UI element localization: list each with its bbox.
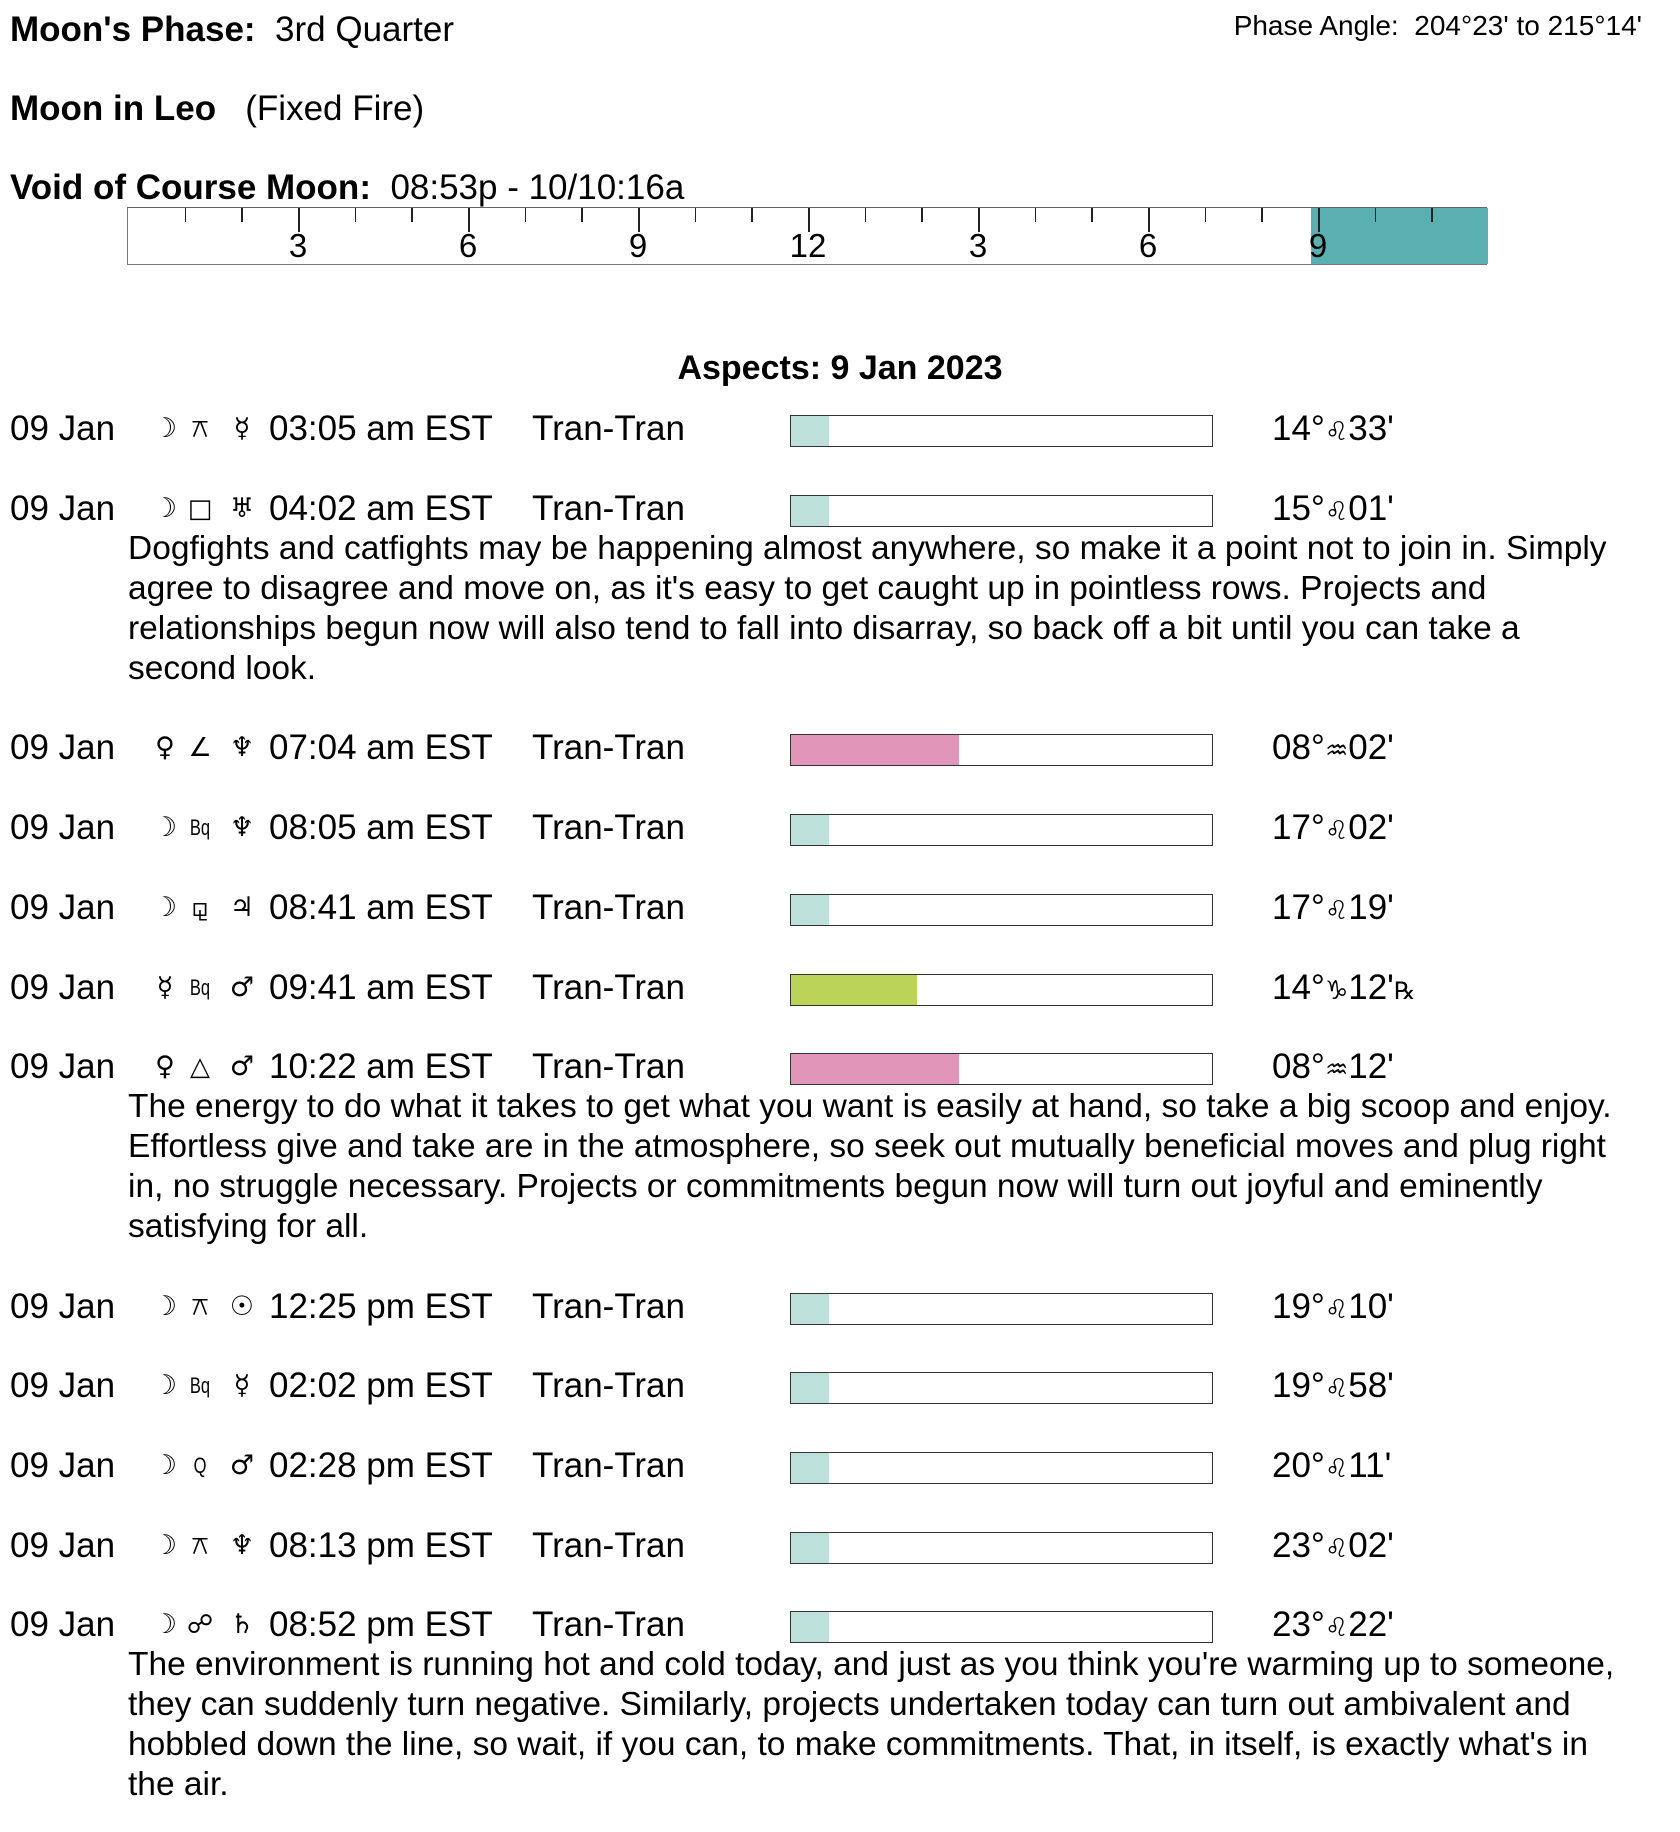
- moon-phase-label: Moon's Phase:: [10, 10, 256, 49]
- aspect-kind: Tran-Tran: [532, 1047, 685, 1086]
- moon-glyph-icon: ☽: [152, 812, 178, 843]
- venus-glyph-icon: ♀: [155, 732, 175, 763]
- phase-angle-value: 204°23' to 215°14': [1414, 10, 1642, 41]
- quincunx-aspect-icon: ⚻: [191, 414, 209, 444]
- mars-glyph-icon: ♂: [229, 1450, 255, 1481]
- timeline-tick: [1035, 208, 1037, 222]
- position-degree: 19°: [1272, 1287, 1325, 1326]
- aspect-date: 09 Jan: [10, 808, 116, 847]
- mercury-glyph-icon: ☿: [233, 1370, 251, 1401]
- aspect-kind: Tran-Tran: [532, 1605, 685, 1644]
- aspect-time: 08:41 am EST: [269, 888, 493, 927]
- aspect-position: [1272, 1047, 1394, 1091]
- aspect-time: 10:22 am EST: [269, 1047, 493, 1086]
- zodiac-sign-icon: ♌: [1324, 1374, 1349, 1404]
- aspect-time: 08:13 pm EST: [269, 1526, 493, 1565]
- timeline-tick: [185, 208, 187, 222]
- aspect-strength-fill: [791, 1533, 829, 1563]
- aspect-strength-fill: [791, 895, 829, 925]
- position-minute: 11': [1348, 1446, 1392, 1485]
- jupiter-glyph-icon: ♃: [229, 892, 255, 923]
- zodiac-sign-icon: ♌: [1324, 417, 1349, 447]
- zodiac-sign-icon: ♌: [1324, 816, 1349, 846]
- position-degree: 14°: [1272, 409, 1325, 448]
- timeline-tick-label: 9: [628, 227, 648, 264]
- timeline-tick: [355, 208, 357, 222]
- zodiac-sign-icon: ♌: [1324, 1295, 1349, 1325]
- aspect-strength-bar: [790, 1611, 1213, 1643]
- mars-glyph-icon: ♂: [229, 1051, 255, 1082]
- position-minute: 19': [1348, 888, 1394, 927]
- aspect-date: 09 Jan: [10, 1047, 116, 1086]
- aspect-date: 09 Jan: [10, 1526, 116, 1565]
- position-degree: 17°: [1272, 888, 1325, 927]
- aspect-date: 09 Jan: [10, 1446, 116, 1485]
- timeline-tick-label: 3: [968, 227, 988, 264]
- aspect-date: 09 Jan: [10, 968, 116, 1007]
- timeline-tick: [241, 208, 243, 222]
- aspect-strength-bar: [790, 974, 1213, 1006]
- position-degree: 20°: [1272, 1446, 1325, 1485]
- neptune-glyph-icon: ♆: [229, 732, 255, 763]
- aspect-time: 08:52 pm EST: [269, 1605, 493, 1644]
- aspect-strength-bar: [790, 1372, 1213, 1404]
- position-degree: 15°: [1272, 489, 1325, 528]
- position-degree: 14°: [1272, 968, 1325, 1007]
- aspect-position: [1272, 1287, 1394, 1331]
- neptune-glyph-icon: ♆: [229, 1530, 255, 1561]
- aspect-date: 09 Jan: [10, 1605, 116, 1644]
- aspect-time: 08:05 am EST: [269, 808, 493, 847]
- aspect-date: 09 Jan: [10, 1366, 116, 1405]
- timeline-tick: [1205, 208, 1207, 222]
- timeline-tick: [581, 208, 583, 222]
- saturn-glyph-icon: ♄: [229, 1609, 255, 1640]
- zodiac-sign-icon: ♌: [1324, 497, 1349, 527]
- biquintile-aspect-icon: Bq: [189, 1373, 211, 1398]
- quincunx-aspect-icon: ⚻: [191, 1292, 209, 1322]
- aspect-date: 09 Jan: [10, 409, 116, 448]
- zodiac-sign-icon: ♌: [1324, 896, 1349, 926]
- biquintile-aspect-icon: Bq: [189, 815, 211, 840]
- position-degree: 19°: [1272, 1366, 1325, 1405]
- aspect-interpretation: The energy to do what it takes to get what you want is easily at hand, so take a big scoop and enjoy. Effortless give and take are in the atmosphere, so seek out mutually beneficial moves and plug right in, no struggle necessary. Projects or commitments begun now will turn out joyful and eminently satisfying for all.: [128, 1088, 1612, 1245]
- position-minute: 22': [1348, 1605, 1394, 1644]
- aspect-time: 09:41 am EST: [269, 968, 493, 1007]
- aspect-strength-bar: [790, 814, 1213, 846]
- moon-glyph-icon: ☽: [152, 892, 178, 923]
- moon-sign-line: [10, 89, 424, 129]
- aspect-interpretation: Dogfights and catfights may be happening almost anywhere, so make it a point not to join in. Simply agree to disagree and move on, as it's easy to get caught up in pointless rows. Projects and relationships begun now will also tend to fall into disarray, so back off a bit until you can take a second look.: [128, 530, 1607, 687]
- moon-glyph-icon: ☽: [152, 493, 178, 524]
- aspect-position: [1272, 1366, 1394, 1410]
- aspect-position: [1272, 1526, 1394, 1570]
- quincunx-aspect-icon: ⚻: [191, 1531, 209, 1561]
- aspect-strength-bar: [790, 495, 1213, 527]
- uranus-glyph-icon: ♅: [229, 493, 255, 524]
- moon-glyph-icon: ☽: [152, 1609, 178, 1640]
- aspect-kind: Tran-Tran: [532, 1366, 685, 1405]
- voc-period-fill: [1308, 208, 1488, 264]
- aspect-strength-fill: [791, 416, 829, 446]
- moon-sign-label: Moon in Leo: [10, 89, 217, 128]
- timeline-tick-label: 9: [1308, 227, 1328, 264]
- aspect-position: [1272, 1605, 1394, 1649]
- neptune-glyph-icon: ♆: [229, 812, 255, 843]
- moon-sign-quality: (Fixed Fire): [245, 89, 425, 128]
- mercury-glyph-icon: ☿: [156, 972, 174, 1003]
- aspect-strength-fill: [791, 1294, 829, 1324]
- voc-label: Void of Course Moon:: [10, 168, 371, 207]
- timeline-tick: [921, 208, 923, 222]
- position-degree: 23°: [1272, 1526, 1325, 1565]
- aspect-strength-fill: [791, 735, 959, 765]
- aspect-strength-bar: [790, 1053, 1213, 1085]
- aspect-strength-bar: [790, 734, 1213, 766]
- aspect-strength-fill: [791, 1373, 829, 1403]
- position-minute: 33': [1348, 409, 1394, 448]
- timeline-tick: [751, 208, 753, 222]
- aspect-strength-bar: [790, 1532, 1213, 1564]
- moon-phase-line: [10, 10, 454, 50]
- sesquisquare-aspect-icon: ⚼: [191, 893, 209, 923]
- moon-glyph-icon: ☽: [152, 1291, 178, 1322]
- aspect-strength-bar: [790, 894, 1213, 926]
- mars-glyph-icon: ♂: [229, 972, 255, 1003]
- aspect-strength-bar: [790, 1452, 1213, 1484]
- timeline-tick-label: 6: [458, 227, 478, 264]
- aspect-strength-bar: [790, 415, 1213, 447]
- aspect-position: [1272, 409, 1394, 453]
- timeline-tick: [865, 208, 867, 222]
- semisquare-aspect-icon: ∠: [188, 733, 212, 763]
- zodiac-sign-icon: ♌: [1324, 1534, 1349, 1564]
- square-aspect-icon: □: [187, 494, 213, 524]
- phase-angle: [1234, 10, 1642, 42]
- aspect-time: 02:02 pm EST: [269, 1366, 493, 1405]
- moon-phase-value: 3rd Quarter: [275, 10, 455, 49]
- zodiac-sign-icon: ♒: [1324, 1055, 1349, 1085]
- aspect-strength-bar: [790, 1293, 1213, 1325]
- aspect-time: 02:28 pm EST: [269, 1446, 493, 1485]
- aspect-kind: Tran-Tran: [532, 1287, 685, 1326]
- position-degree: 17°: [1272, 808, 1325, 847]
- position-minute: 12': [1348, 1047, 1394, 1086]
- position-degree: 08°: [1272, 1047, 1325, 1086]
- position-minute: 02': [1348, 1526, 1394, 1565]
- aspect-date: 09 Jan: [10, 1287, 116, 1326]
- timeline-tick: [1375, 208, 1377, 222]
- position-degree: 23°: [1272, 1605, 1325, 1644]
- timeline-tick: [1261, 208, 1263, 222]
- trine-aspect-icon: △: [190, 1052, 210, 1082]
- timeline-tick: [695, 208, 697, 222]
- zodiac-sign-icon: ♑: [1324, 976, 1349, 1006]
- timeline-tick: [411, 208, 413, 222]
- void-of-course-line: [10, 168, 684, 208]
- position-minute: 12': [1348, 968, 1394, 1007]
- sun-glyph-icon: ☉: [229, 1291, 255, 1322]
- aspect-strength-fill: [791, 815, 829, 845]
- position-minute: 58': [1348, 1366, 1394, 1405]
- aspect-position: [1272, 1446, 1391, 1490]
- aspect-kind: Tran-Tran: [532, 808, 685, 847]
- opposition-aspect-icon: ☍: [186, 1610, 214, 1640]
- aspect-time: 04:02 am EST: [269, 489, 493, 528]
- aspect-interpretation: The environment is running hot and cold today, and just as you think you're warming up to someone, they can suddenly turn negative. Similarly, projects undertaken today can turn out ambivalent and hobbled down the line, so wait, if you can, to make commitments. That, in itself, is exactly what's in the air.: [128, 1646, 1615, 1803]
- biquintile-aspect-icon: Bq: [189, 975, 211, 1000]
- timeline-tick-label: 12: [789, 227, 827, 264]
- timeline-tick: [525, 208, 527, 222]
- position-minute: 02': [1348, 728, 1394, 767]
- aspect-kind: Tran-Tran: [532, 968, 685, 1007]
- moon-glyph-icon: ☽: [152, 1370, 178, 1401]
- position-minute: 02': [1348, 808, 1394, 847]
- retrograde-icon: ℞: [1393, 978, 1416, 1005]
- voc-value: 08:53p - 10/10:16a: [390, 168, 685, 207]
- timeline-tick-label: 6: [1138, 227, 1158, 264]
- aspect-position: [1272, 489, 1394, 533]
- aspect-kind: Tran-Tran: [532, 728, 685, 767]
- aspect-kind: Tran-Tran: [532, 409, 685, 448]
- aspect-kind: Tran-Tran: [532, 888, 685, 927]
- aspect-strength-fill: [791, 1453, 829, 1483]
- aspect-kind: Tran-Tran: [532, 1526, 685, 1565]
- aspect-kind: Tran-Tran: [532, 1446, 685, 1485]
- timeline-tick: [1091, 208, 1093, 222]
- aspect-date: 09 Jan: [10, 489, 116, 528]
- void-of-course-timeline: [127, 207, 1487, 265]
- aspect-position: [1272, 728, 1394, 772]
- venus-glyph-icon: ♀: [155, 1051, 175, 1082]
- position-degree: 08°: [1272, 728, 1325, 767]
- aspect-position: [1272, 968, 1415, 1012]
- position-minute: 10': [1348, 1287, 1394, 1326]
- aspect-date: 09 Jan: [10, 888, 116, 927]
- mercury-glyph-icon: ☿: [233, 413, 251, 444]
- moon-glyph-icon: ☽: [152, 1530, 178, 1561]
- aspect-position: [1272, 808, 1394, 852]
- timeline-tick-label: 3: [288, 227, 308, 264]
- zodiac-sign-icon: ♒: [1324, 736, 1349, 766]
- aspects-title: Aspects: 9 Jan 2023: [677, 349, 1003, 387]
- quintile-aspect-icon: Q: [193, 1453, 207, 1478]
- aspect-strength-fill: [791, 1054, 959, 1084]
- aspect-time: 12:25 pm EST: [269, 1287, 493, 1326]
- aspect-strength-fill: [791, 496, 829, 526]
- moon-glyph-icon: ☽: [152, 1450, 178, 1481]
- aspect-position: [1272, 888, 1394, 932]
- aspect-kind: Tran-Tran: [532, 489, 685, 528]
- aspect-date: 09 Jan: [10, 728, 116, 767]
- aspect-strength-fill: [791, 975, 917, 1005]
- zodiac-sign-icon: ♌: [1324, 1454, 1349, 1484]
- aspect-strength-fill: [791, 1612, 829, 1642]
- position-minute: 01': [1348, 489, 1394, 528]
- aspect-time: 07:04 am EST: [269, 728, 493, 767]
- aspect-time: 03:05 am EST: [269, 409, 493, 448]
- zodiac-sign-icon: ♌: [1324, 1613, 1349, 1643]
- phase-angle-label: Phase Angle:: [1233, 10, 1399, 41]
- moon-glyph-icon: ☽: [152, 413, 178, 444]
- timeline-tick: [1431, 208, 1433, 222]
